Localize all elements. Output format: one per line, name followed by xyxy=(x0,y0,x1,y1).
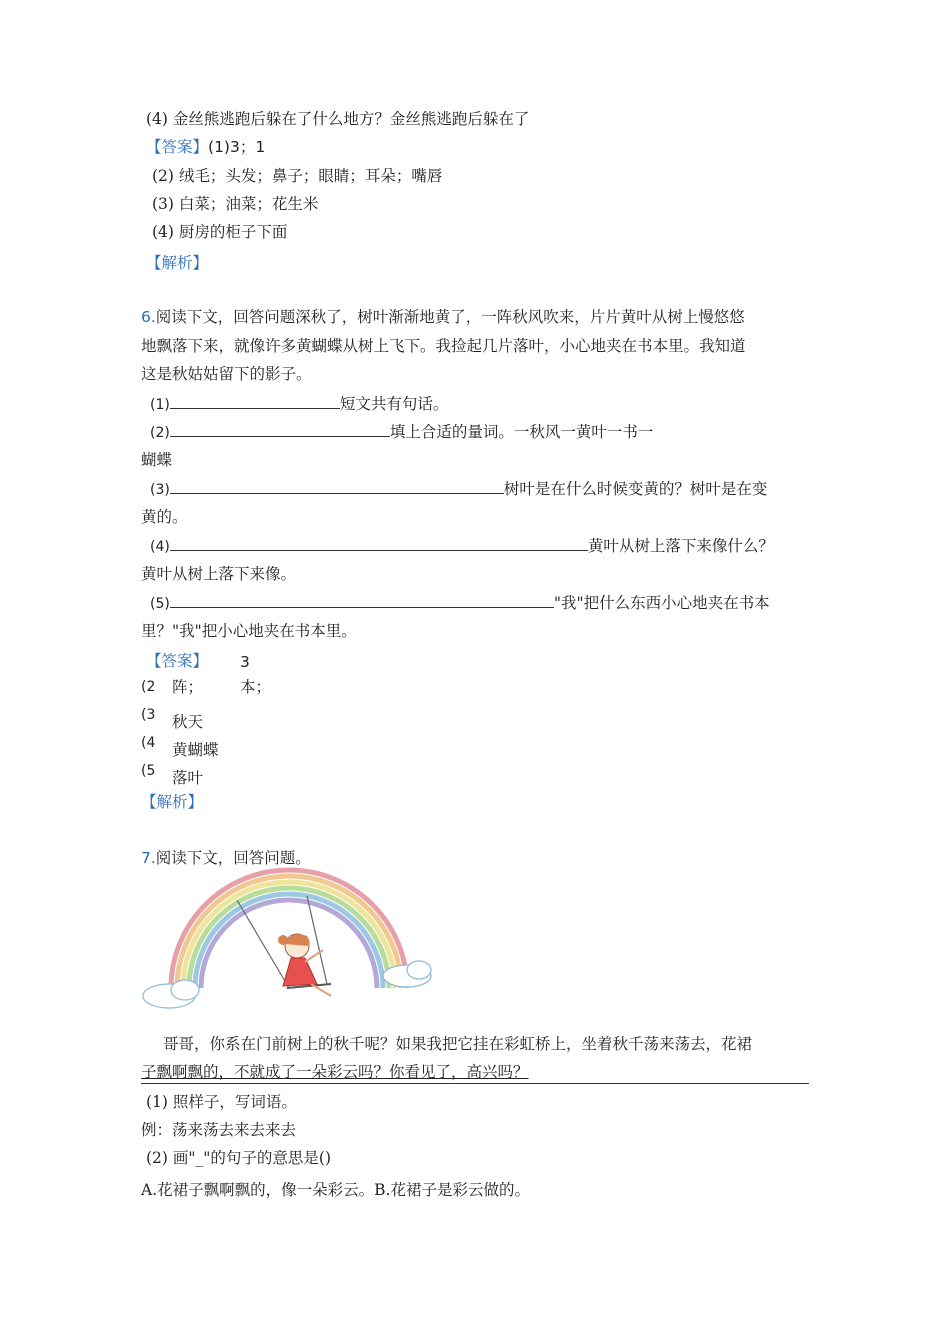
q6-answer-label: 【答案】 xyxy=(146,652,209,670)
q6-s4-number: (4) xyxy=(150,539,170,555)
q5-subquestion-4: (4) 金丝熊逃跑后躲在了什么地方？金丝熊逃跑后躲在了 xyxy=(146,110,530,128)
rainbow-girl-swing-icon xyxy=(141,866,435,1016)
q5-answer-line-1 xyxy=(146,137,265,157)
q6-s1-number: (1) xyxy=(150,397,170,413)
q6-subquestion-4 xyxy=(150,535,774,557)
rainbow-swing-illustration xyxy=(141,866,435,1016)
q6-answer-2-number: (2 xyxy=(141,679,156,695)
q5-analysis-label: 【解析】 xyxy=(146,254,209,272)
q6-answer-1: 3 xyxy=(240,653,250,671)
q6-s2-continuation: 蝴蝶 xyxy=(141,451,173,469)
q6-passage-line-2: 地飘落下来，就像许多黄蝴蝶从树上飞下。我捡起几片落叶，小心地夹在书本里。我知道 xyxy=(141,337,746,355)
q6-s5-continuation: 里？"我"把小心地夹在书本里。 xyxy=(141,622,357,640)
q6-passage-line-1 xyxy=(141,307,745,327)
q6-s2-number: (2) xyxy=(150,425,170,441)
q7-passage-line-1: 哥哥，你系在门前树上的秋千呢？如果我把它挂在彩虹桥上，坐着秋千荡来荡去，花裙 xyxy=(163,1035,753,1053)
answer-label: 【答案】 xyxy=(146,138,209,156)
q6-subquestion-3 xyxy=(150,478,767,500)
q7-passage-line-2: 子飘啊飘的，不就成了一朵彩云吗？你看见了，高兴吗？ xyxy=(141,1063,529,1081)
q6-s5-text: "我"把什么东西小心地夹在书本 xyxy=(553,594,770,612)
answer-1: (1)3；1 xyxy=(208,138,266,156)
q6-s2-text: 填上合适的量词。一秋风一黄叶一书一 xyxy=(389,423,654,441)
answer-blank[interactable] xyxy=(170,592,554,608)
q6-subquestion-2 xyxy=(150,421,653,443)
q6-s3-continuation: 黄的。 xyxy=(141,508,188,526)
q6-answer-3-number: (3 xyxy=(141,707,156,723)
q6-passage-text-1: 阅读下文，回答问题深秋了，树叶渐渐地黄了，一阵秋风吹来，片片黄叶从树上慢悠悠 xyxy=(155,308,745,326)
q6-answer-2b: 本； xyxy=(240,678,272,696)
q6-subquestion-1 xyxy=(150,393,448,415)
q7-options: A.花裙子飘啊飘的，像一朵彩云。B.花裙子是彩云做的。 xyxy=(141,1181,530,1199)
q7-subquestion-1: (1) 照样子，写词语。 xyxy=(146,1093,297,1111)
q5-answer-3: (3) 白菜；油菜；花生米 xyxy=(152,195,319,213)
q6-s3-number: (3) xyxy=(150,482,170,498)
q6-answer-4-number: (4 xyxy=(141,735,156,751)
answer-blank[interactable] xyxy=(170,421,390,437)
q6-s4-continuation: 黄叶从树上落下来像。 xyxy=(141,565,297,583)
q6-analysis-label: 【解析】 xyxy=(141,793,204,811)
answer-blank[interactable] xyxy=(170,393,340,409)
answer-blank[interactable] xyxy=(170,535,588,551)
q6-number: 6. xyxy=(141,308,156,326)
q7-number: 7. xyxy=(141,849,156,867)
q6-s3-text: 树叶是在什么时候变黄的？树叶是在变 xyxy=(503,480,768,498)
q6-s4-text: 黄叶从树上落下来像什么？ xyxy=(587,537,774,555)
q6-answer-2a: 阵； xyxy=(172,678,204,696)
q6-s5-number: (5) xyxy=(150,596,170,612)
q5-answer-4: (4) 厨房的柜子下面 xyxy=(152,223,288,241)
q7-subquestion-2: (2) 画"_"的句子的意思是() xyxy=(146,1149,331,1167)
q7-title-line xyxy=(141,848,311,868)
q6-s1-text: 短文共有句话。 xyxy=(339,395,449,413)
q5-answer-2: (2) 绒毛；头发；鼻子；眼睛；耳朵；嘴唇 xyxy=(152,167,443,185)
q6-passage-line-3: 这是秋姑姑留下的影子。 xyxy=(141,365,312,383)
q6-answer-5: 落叶 xyxy=(172,769,204,787)
q7-example: 例：荡来荡去来去来去 xyxy=(141,1121,297,1139)
divider xyxy=(141,1083,809,1084)
q6-subquestion-5 xyxy=(150,592,770,614)
q6-answer-5-number: (5 xyxy=(141,763,156,779)
q6-answer-4: 黄蝴蝶 xyxy=(172,741,219,759)
q7-title: 阅读下文，回答问题。 xyxy=(155,849,311,867)
answer-blank[interactable] xyxy=(170,478,504,494)
q6-answer-3: 秋天 xyxy=(172,713,204,731)
